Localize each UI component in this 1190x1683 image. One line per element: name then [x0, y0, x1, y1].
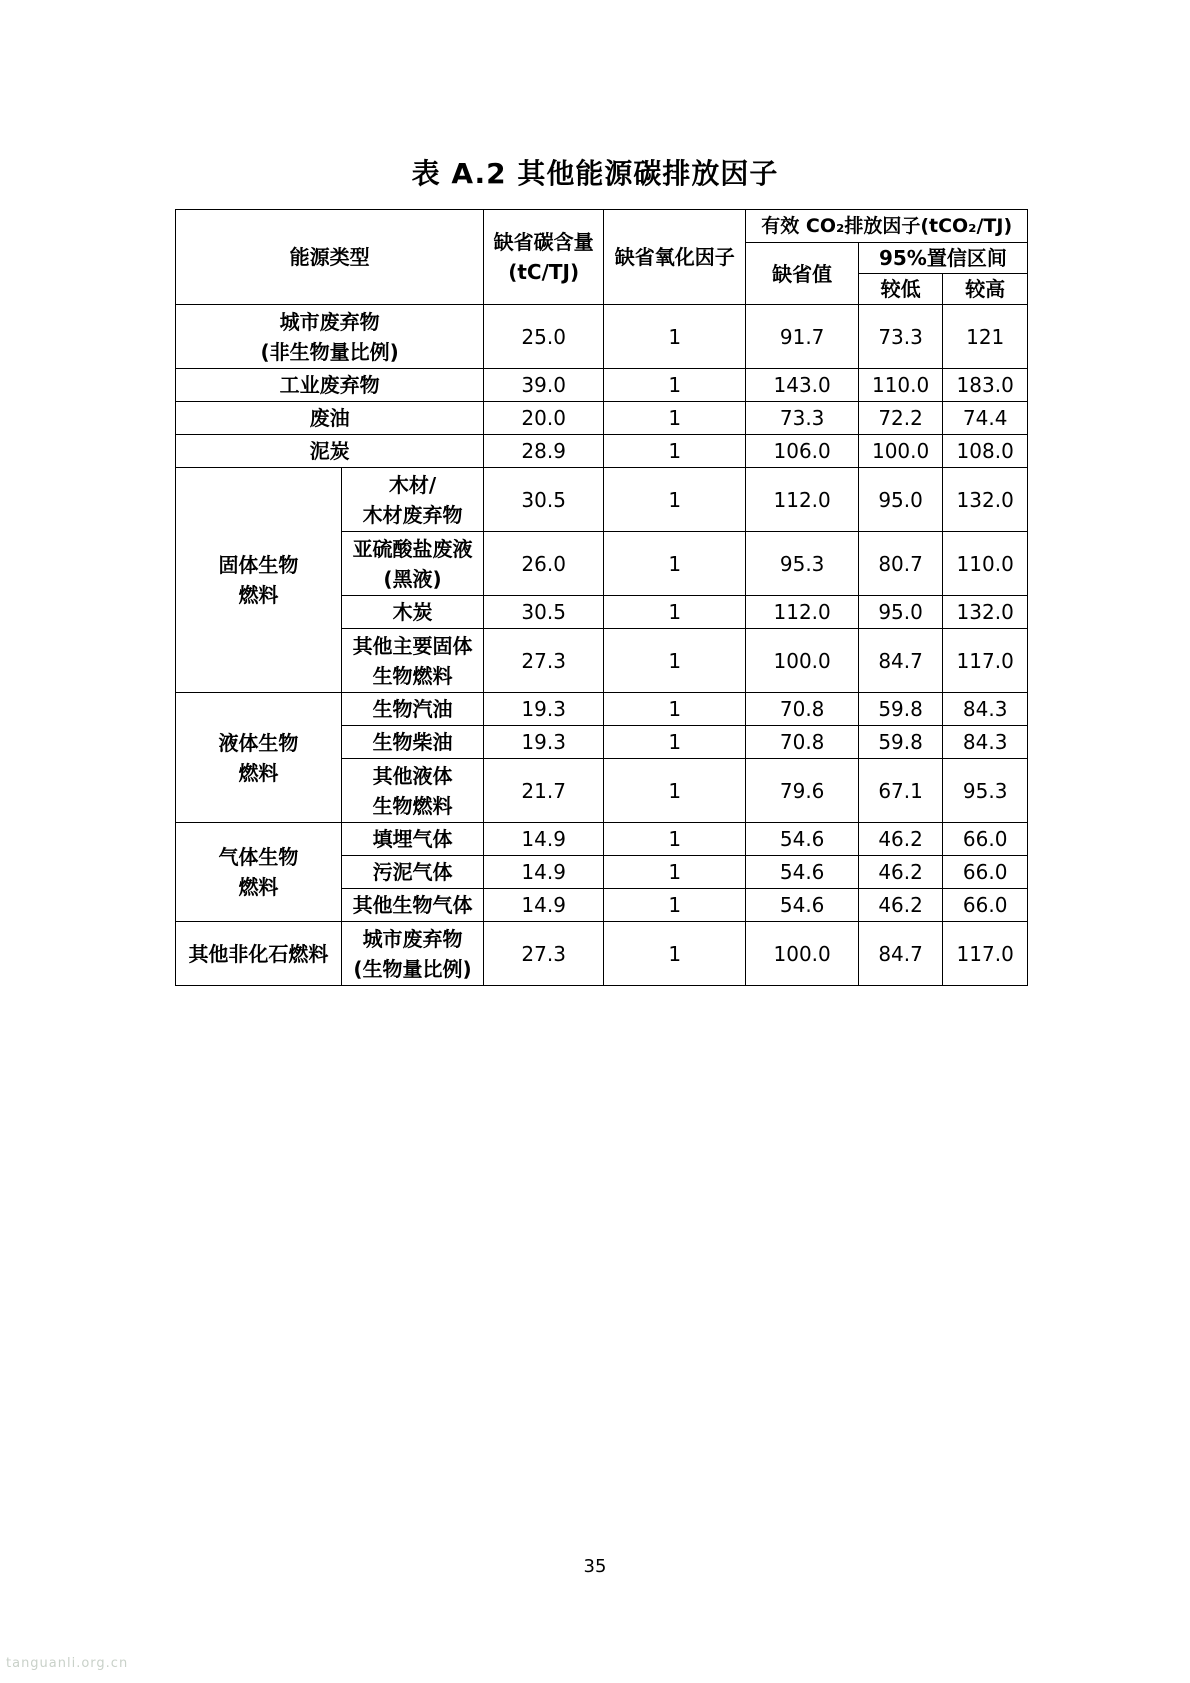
row-label-line: 生物燃料: [372, 793, 453, 818]
oxidation-cell: 1: [604, 532, 746, 596]
header-carbon-content-label: 缺省碳含量: [493, 230, 594, 254]
oxidation-cell: 1: [604, 726, 746, 759]
default-value-cell: 143.0: [746, 369, 858, 402]
oxidation-cell: 1: [604, 693, 746, 726]
higher-cell: 66.0: [943, 856, 1028, 889]
watermark: tanguanli.org.cn: [6, 1656, 129, 1671]
table-row: [176, 693, 1028, 726]
row-label: [341, 759, 483, 823]
higher-cell: 117.0: [943, 629, 1028, 693]
oxidation-cell: 1: [604, 629, 746, 693]
row-label: [176, 305, 484, 369]
lower-cell: 100.0: [858, 435, 943, 468]
row-label: 填埋气体: [341, 823, 483, 856]
row-label-line: 城市废弃物: [362, 926, 463, 951]
higher-cell: 132.0: [943, 596, 1028, 629]
table-row: [176, 435, 1028, 468]
lower-cell: 95.0: [858, 468, 943, 532]
header-effective-factor: 有效 CO₂排放因子(tCO₂/TJ): [746, 210, 1028, 243]
default-value-cell: 54.6: [746, 889, 858, 922]
row-label-line: 城市废弃物: [279, 309, 380, 334]
default-value-cell: 95.3: [746, 532, 858, 596]
default-value-cell: 54.6: [746, 856, 858, 889]
lower-cell: 84.7: [858, 629, 943, 693]
row-label-line: (黑液): [383, 566, 442, 591]
default-value-cell: 106.0: [746, 435, 858, 468]
group-label-line: 气体生物: [218, 845, 299, 869]
lower-cell: 46.2: [858, 856, 943, 889]
higher-cell: 121: [943, 305, 1028, 369]
higher-cell: 108.0: [943, 435, 1028, 468]
row-label: [341, 532, 483, 596]
carbon-content-cell: 26.0: [484, 532, 604, 596]
higher-cell: 183.0: [943, 369, 1028, 402]
higher-cell: 84.3: [943, 726, 1028, 759]
group-label-other-nonfossil: 其他非化石燃料: [176, 922, 342, 986]
carbon-content-cell: 20.0: [484, 402, 604, 435]
lower-cell: 73.3: [858, 305, 943, 369]
table-row: [176, 305, 1028, 369]
lower-cell: 95.0: [858, 596, 943, 629]
higher-cell: 132.0: [943, 468, 1028, 532]
lower-cell: 59.8: [858, 693, 943, 726]
group-label-line: 燃料: [238, 760, 279, 785]
lower-cell: 110.0: [858, 369, 943, 402]
row-label-line: 其他液体: [372, 763, 453, 788]
header-carbon-content-unit: (tC/TJ): [508, 260, 580, 284]
oxidation-cell: 1: [604, 823, 746, 856]
higher-cell: 84.3: [943, 693, 1028, 726]
carbon-content-cell: 14.9: [484, 823, 604, 856]
default-value-cell: 100.0: [746, 922, 858, 986]
oxidation-cell: 1: [604, 889, 746, 922]
default-value-cell: 70.8: [746, 726, 858, 759]
group-label-gas-biofuel: [176, 823, 342, 922]
row-label-line: (非生物量比例): [260, 339, 399, 364]
group-label-line: 固体生物: [218, 553, 299, 577]
carbon-content-cell: 28.9: [484, 435, 604, 468]
title-code: A.2: [451, 157, 507, 190]
group-label-line: 燃料: [238, 583, 279, 607]
lower-cell: 67.1: [858, 759, 943, 823]
header-energy-type: 能源类型: [176, 210, 484, 305]
default-value-cell: 91.7: [746, 305, 858, 369]
row-label: 污泥气体: [341, 856, 483, 889]
default-value-cell: 112.0: [746, 468, 858, 532]
higher-cell: 66.0: [943, 823, 1028, 856]
higher-cell: 110.0: [943, 532, 1028, 596]
row-label-line: 生物燃料: [372, 663, 453, 688]
page-number: 35: [583, 1556, 607, 1577]
group-label-line: 燃料: [238, 875, 279, 899]
default-value-cell: 54.6: [746, 823, 858, 856]
table-title: [0, 152, 1190, 192]
oxidation-cell: 1: [604, 856, 746, 889]
row-label: 泥炭: [176, 435, 484, 468]
group-label-solid-biofuel: [176, 468, 342, 693]
lower-cell: 84.7: [858, 922, 943, 986]
carbon-content-cell: 14.9: [484, 856, 604, 889]
carbon-content-cell: 27.3: [484, 922, 604, 986]
oxidation-cell: 1: [604, 468, 746, 532]
row-label: 废油: [176, 402, 484, 435]
title-prefix: 表: [411, 157, 441, 190]
table-row: [176, 922, 1028, 986]
default-value-cell: 73.3: [746, 402, 858, 435]
lower-cell: 59.8: [858, 726, 943, 759]
default-value-cell: 100.0: [746, 629, 858, 693]
oxidation-cell: 1: [604, 759, 746, 823]
oxidation-cell: 1: [604, 922, 746, 986]
header-confidence-interval: 95%置信区间: [858, 243, 1027, 274]
row-label: [341, 922, 483, 986]
table-row: [176, 369, 1028, 402]
group-label-line: 液体生物: [218, 730, 299, 755]
carbon-content-cell: 30.5: [484, 596, 604, 629]
default-value-cell: 70.8: [746, 693, 858, 726]
row-label-line: (生物量比例): [353, 956, 472, 981]
oxidation-cell: 1: [604, 596, 746, 629]
oxidation-cell: 1: [604, 402, 746, 435]
oxidation-cell: 1: [604, 369, 746, 402]
carbon-content-cell: 14.9: [484, 889, 604, 922]
header-lower: 较低: [858, 274, 943, 305]
header-oxidation-factor: 缺省氧化因子: [604, 210, 746, 305]
carbon-content-cell: 30.5: [484, 468, 604, 532]
carbon-content-cell: 19.3: [484, 693, 604, 726]
carbon-content-cell: 39.0: [484, 369, 604, 402]
carbon-content-cell: 25.0: [484, 305, 604, 369]
row-label: 生物汽油: [341, 693, 483, 726]
table-row: [176, 468, 1028, 532]
header-carbon-content: [484, 210, 604, 305]
higher-cell: 117.0: [943, 922, 1028, 986]
higher-cell: 66.0: [943, 889, 1028, 922]
row-label: 生物柴油: [341, 726, 483, 759]
emission-factor-table: [175, 209, 1028, 986]
higher-cell: 74.4: [943, 402, 1028, 435]
lower-cell: 72.2: [858, 402, 943, 435]
lower-cell: 80.7: [858, 532, 943, 596]
row-label: [341, 629, 483, 693]
row-label-line: 木材/: [388, 472, 437, 497]
table-row: [176, 823, 1028, 856]
carbon-content-cell: 21.7: [484, 759, 604, 823]
title-text: 其他能源碳排放因子: [517, 157, 779, 190]
table-row: [176, 402, 1028, 435]
row-label: [341, 468, 483, 532]
carbon-content-cell: 19.3: [484, 726, 604, 759]
row-label-line: 其他主要固体: [352, 633, 473, 658]
lower-cell: 46.2: [858, 889, 943, 922]
header-higher: 较高: [943, 274, 1028, 305]
header-default-value: 缺省值: [746, 243, 858, 305]
higher-cell: 95.3: [943, 759, 1028, 823]
oxidation-cell: 1: [604, 305, 746, 369]
group-label-liquid-biofuel: [176, 693, 342, 823]
row-label-line: 木材废弃物: [362, 502, 463, 527]
row-label: 其他生物气体: [341, 889, 483, 922]
row-label: 工业废弃物: [176, 369, 484, 402]
header-row: [176, 210, 1028, 243]
default-value-cell: 112.0: [746, 596, 858, 629]
row-label: 木炭: [341, 596, 483, 629]
row-label-line: 亚硫酸盐废液: [352, 536, 473, 561]
oxidation-cell: 1: [604, 435, 746, 468]
default-value-cell: 79.6: [746, 759, 858, 823]
carbon-content-cell: 27.3: [484, 629, 604, 693]
lower-cell: 46.2: [858, 823, 943, 856]
